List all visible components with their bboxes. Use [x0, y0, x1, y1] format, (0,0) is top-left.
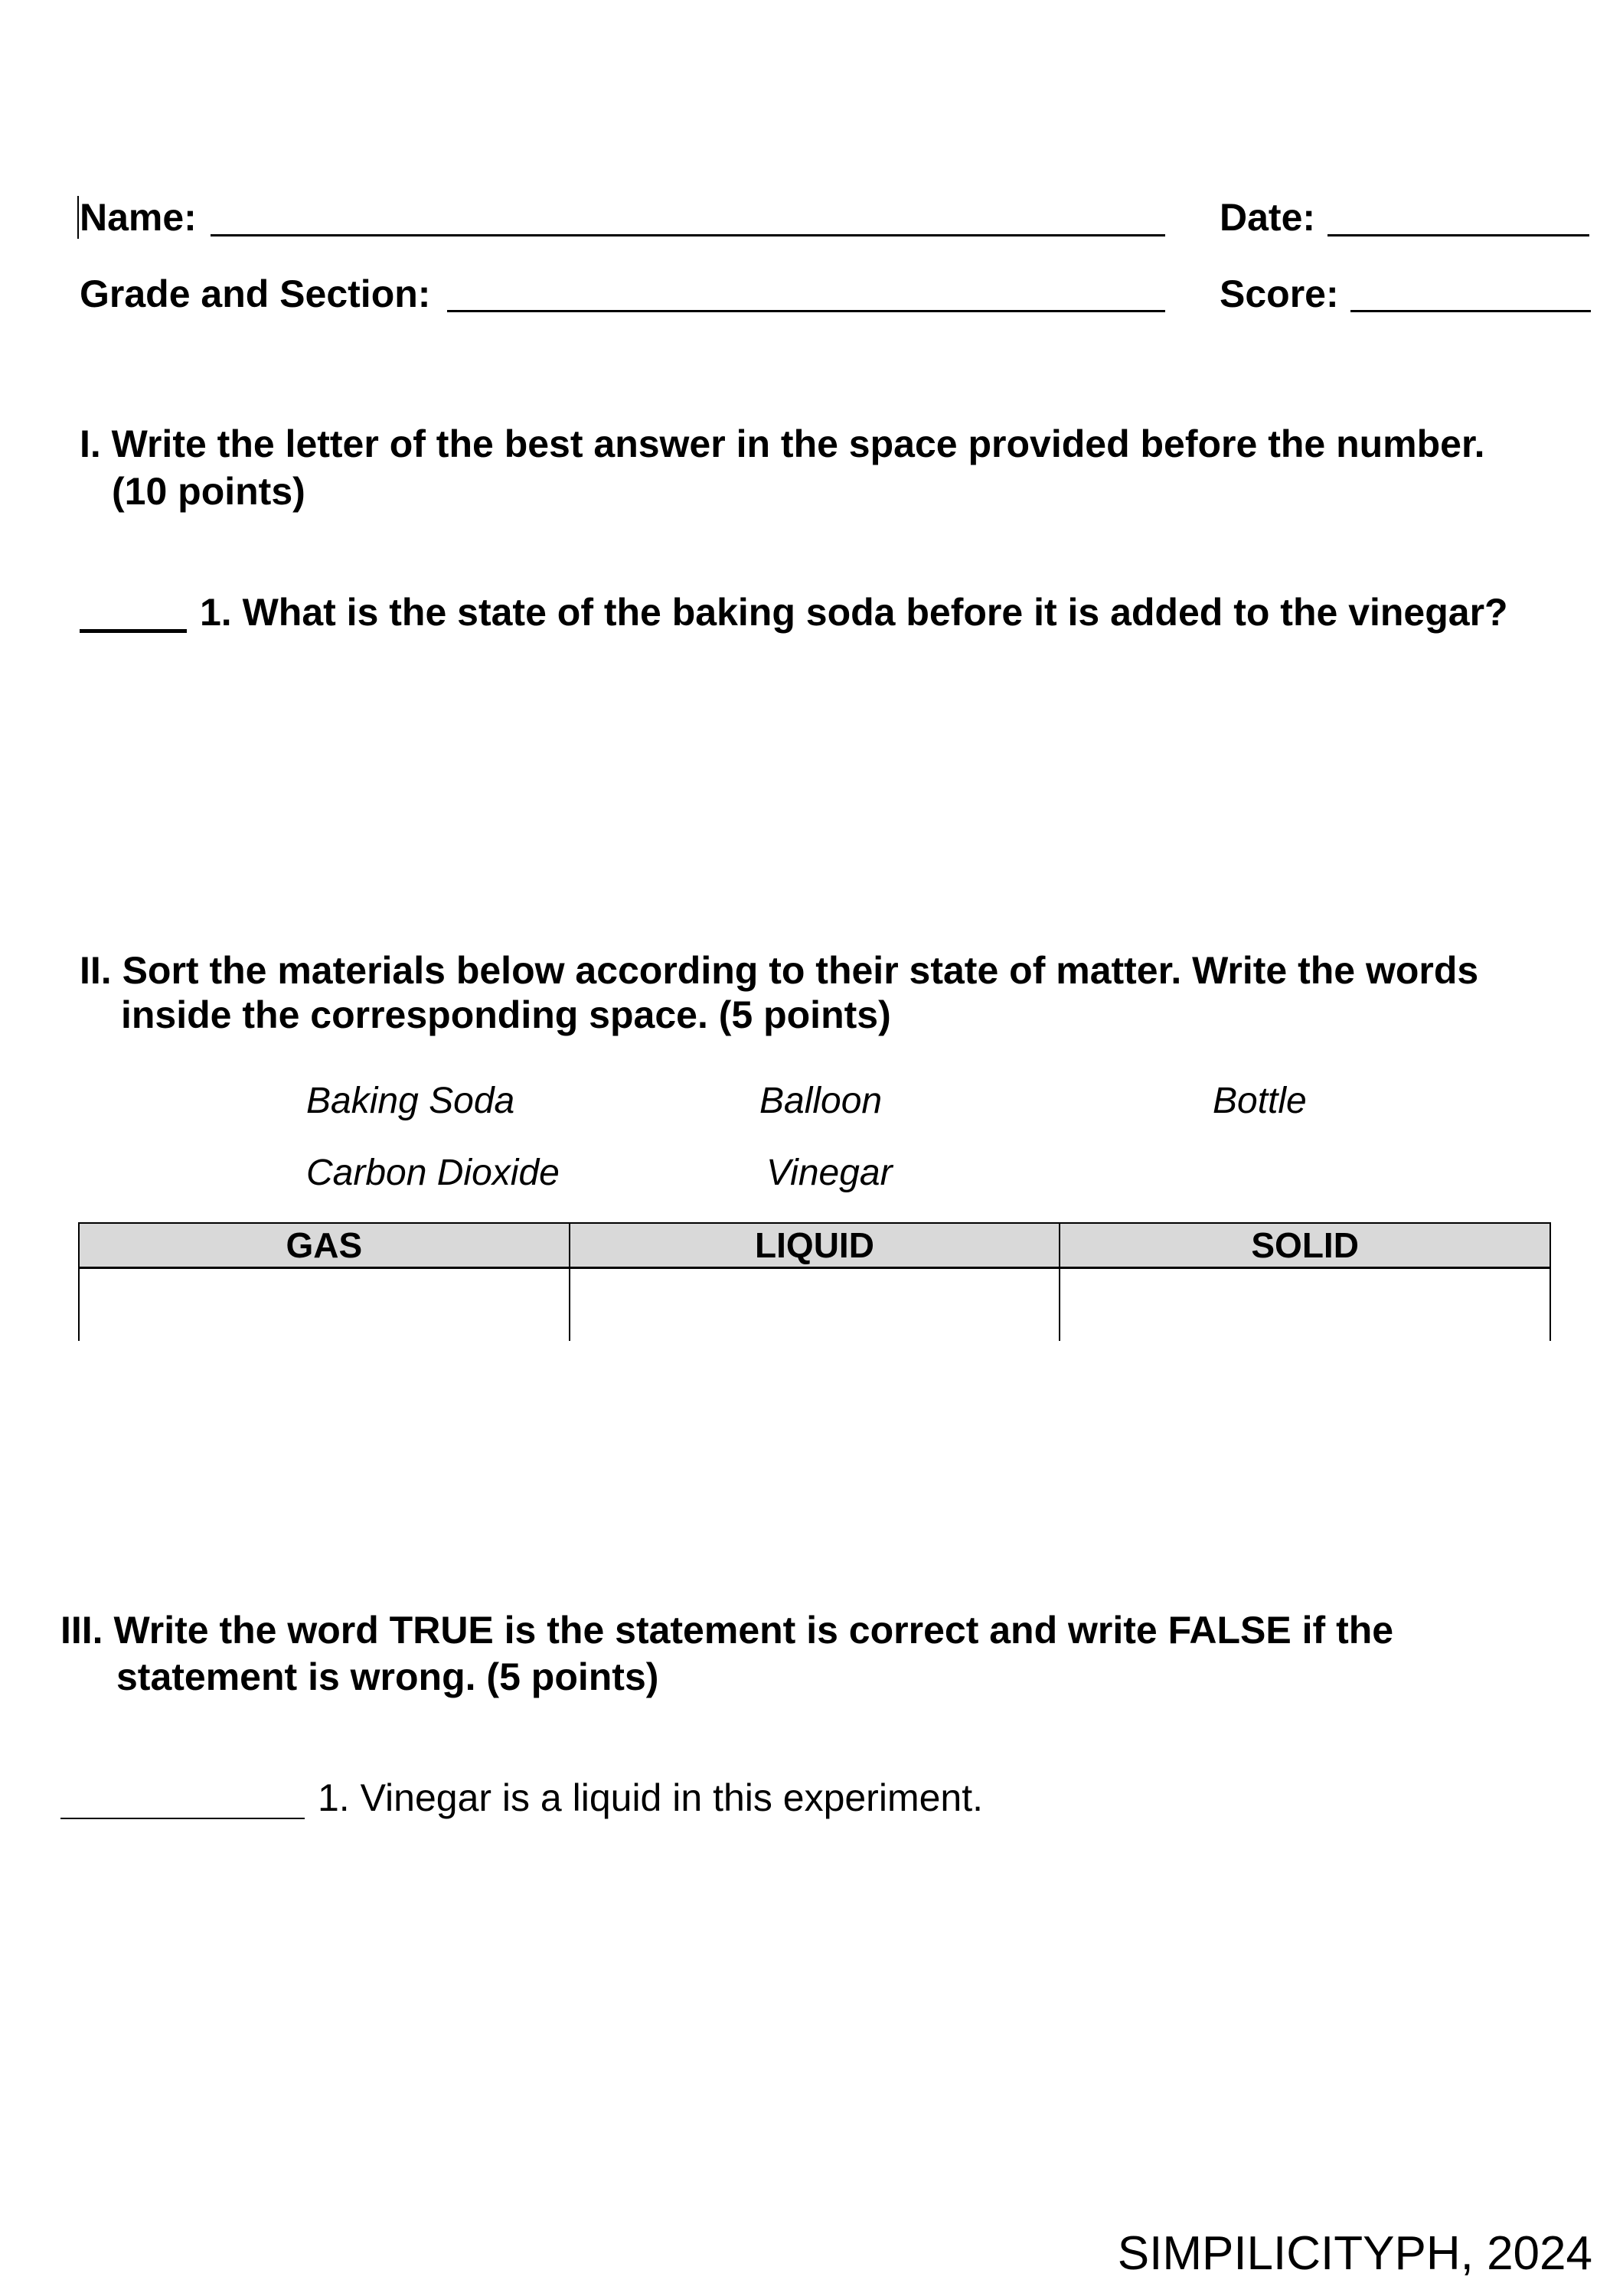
footer-credit: SIMPILICITYPH, 2024 — [1117, 2227, 1592, 2280]
liquid-cell[interactable] — [570, 1268, 1060, 1342]
word-carbon-dioxide: Carbon Dioxide — [306, 1153, 560, 1193]
grade-section-field[interactable] — [447, 310, 1165, 312]
word-bottle: Bottle — [1213, 1081, 1307, 1121]
word-balloon: Balloon — [759, 1081, 883, 1121]
score-label: Score: — [1220, 272, 1339, 315]
date-label: Date: — [1220, 196, 1316, 239]
score-field[interactable] — [1350, 310, 1591, 312]
header-solid: SOLID — [1060, 1223, 1550, 1268]
statement-1: 1. Vinegar is a liquid in this experiment. — [318, 1776, 983, 1819]
name-label: Name: — [80, 196, 197, 239]
section3-instruction-cont: statement is wrong. (5 points) — [116, 1655, 659, 1698]
word-vinegar: Vinegar — [766, 1153, 893, 1193]
true-false-blank-1[interactable] — [60, 1818, 305, 1819]
section1-instruction: I. Write the letter of the best answer in the space provided before the number. — [80, 422, 1485, 465]
solid-cell[interactable] — [1060, 1268, 1550, 1342]
name-field[interactable] — [211, 234, 1165, 236]
section3-instruction: III. Write the word TRUE is the statement is correct and write FALSE if the — [60, 1609, 1394, 1652]
header-gas: GAS — [79, 1223, 570, 1268]
date-field[interactable] — [1327, 234, 1589, 236]
word-baking-soda: Baking Soda — [306, 1081, 515, 1121]
sorting-table — [78, 1222, 1551, 1341]
section2-instruction-cont: inside the corresponding space. (5 points) — [121, 993, 891, 1036]
section2-instruction: II. Sort the materials below according to their state of matter. Write the words — [80, 949, 1479, 992]
text-cursor — [77, 196, 79, 239]
section1-points: (10 points) — [112, 470, 305, 513]
question-1: 1. What is the state of the baking soda before it is added to the vinegar? — [200, 591, 1508, 634]
header-liquid: LIQUID — [570, 1223, 1060, 1268]
answer-blank-1[interactable] — [80, 629, 187, 633]
grade-section-label: Grade and Section: — [80, 272, 431, 315]
gas-cell[interactable] — [79, 1268, 570, 1342]
